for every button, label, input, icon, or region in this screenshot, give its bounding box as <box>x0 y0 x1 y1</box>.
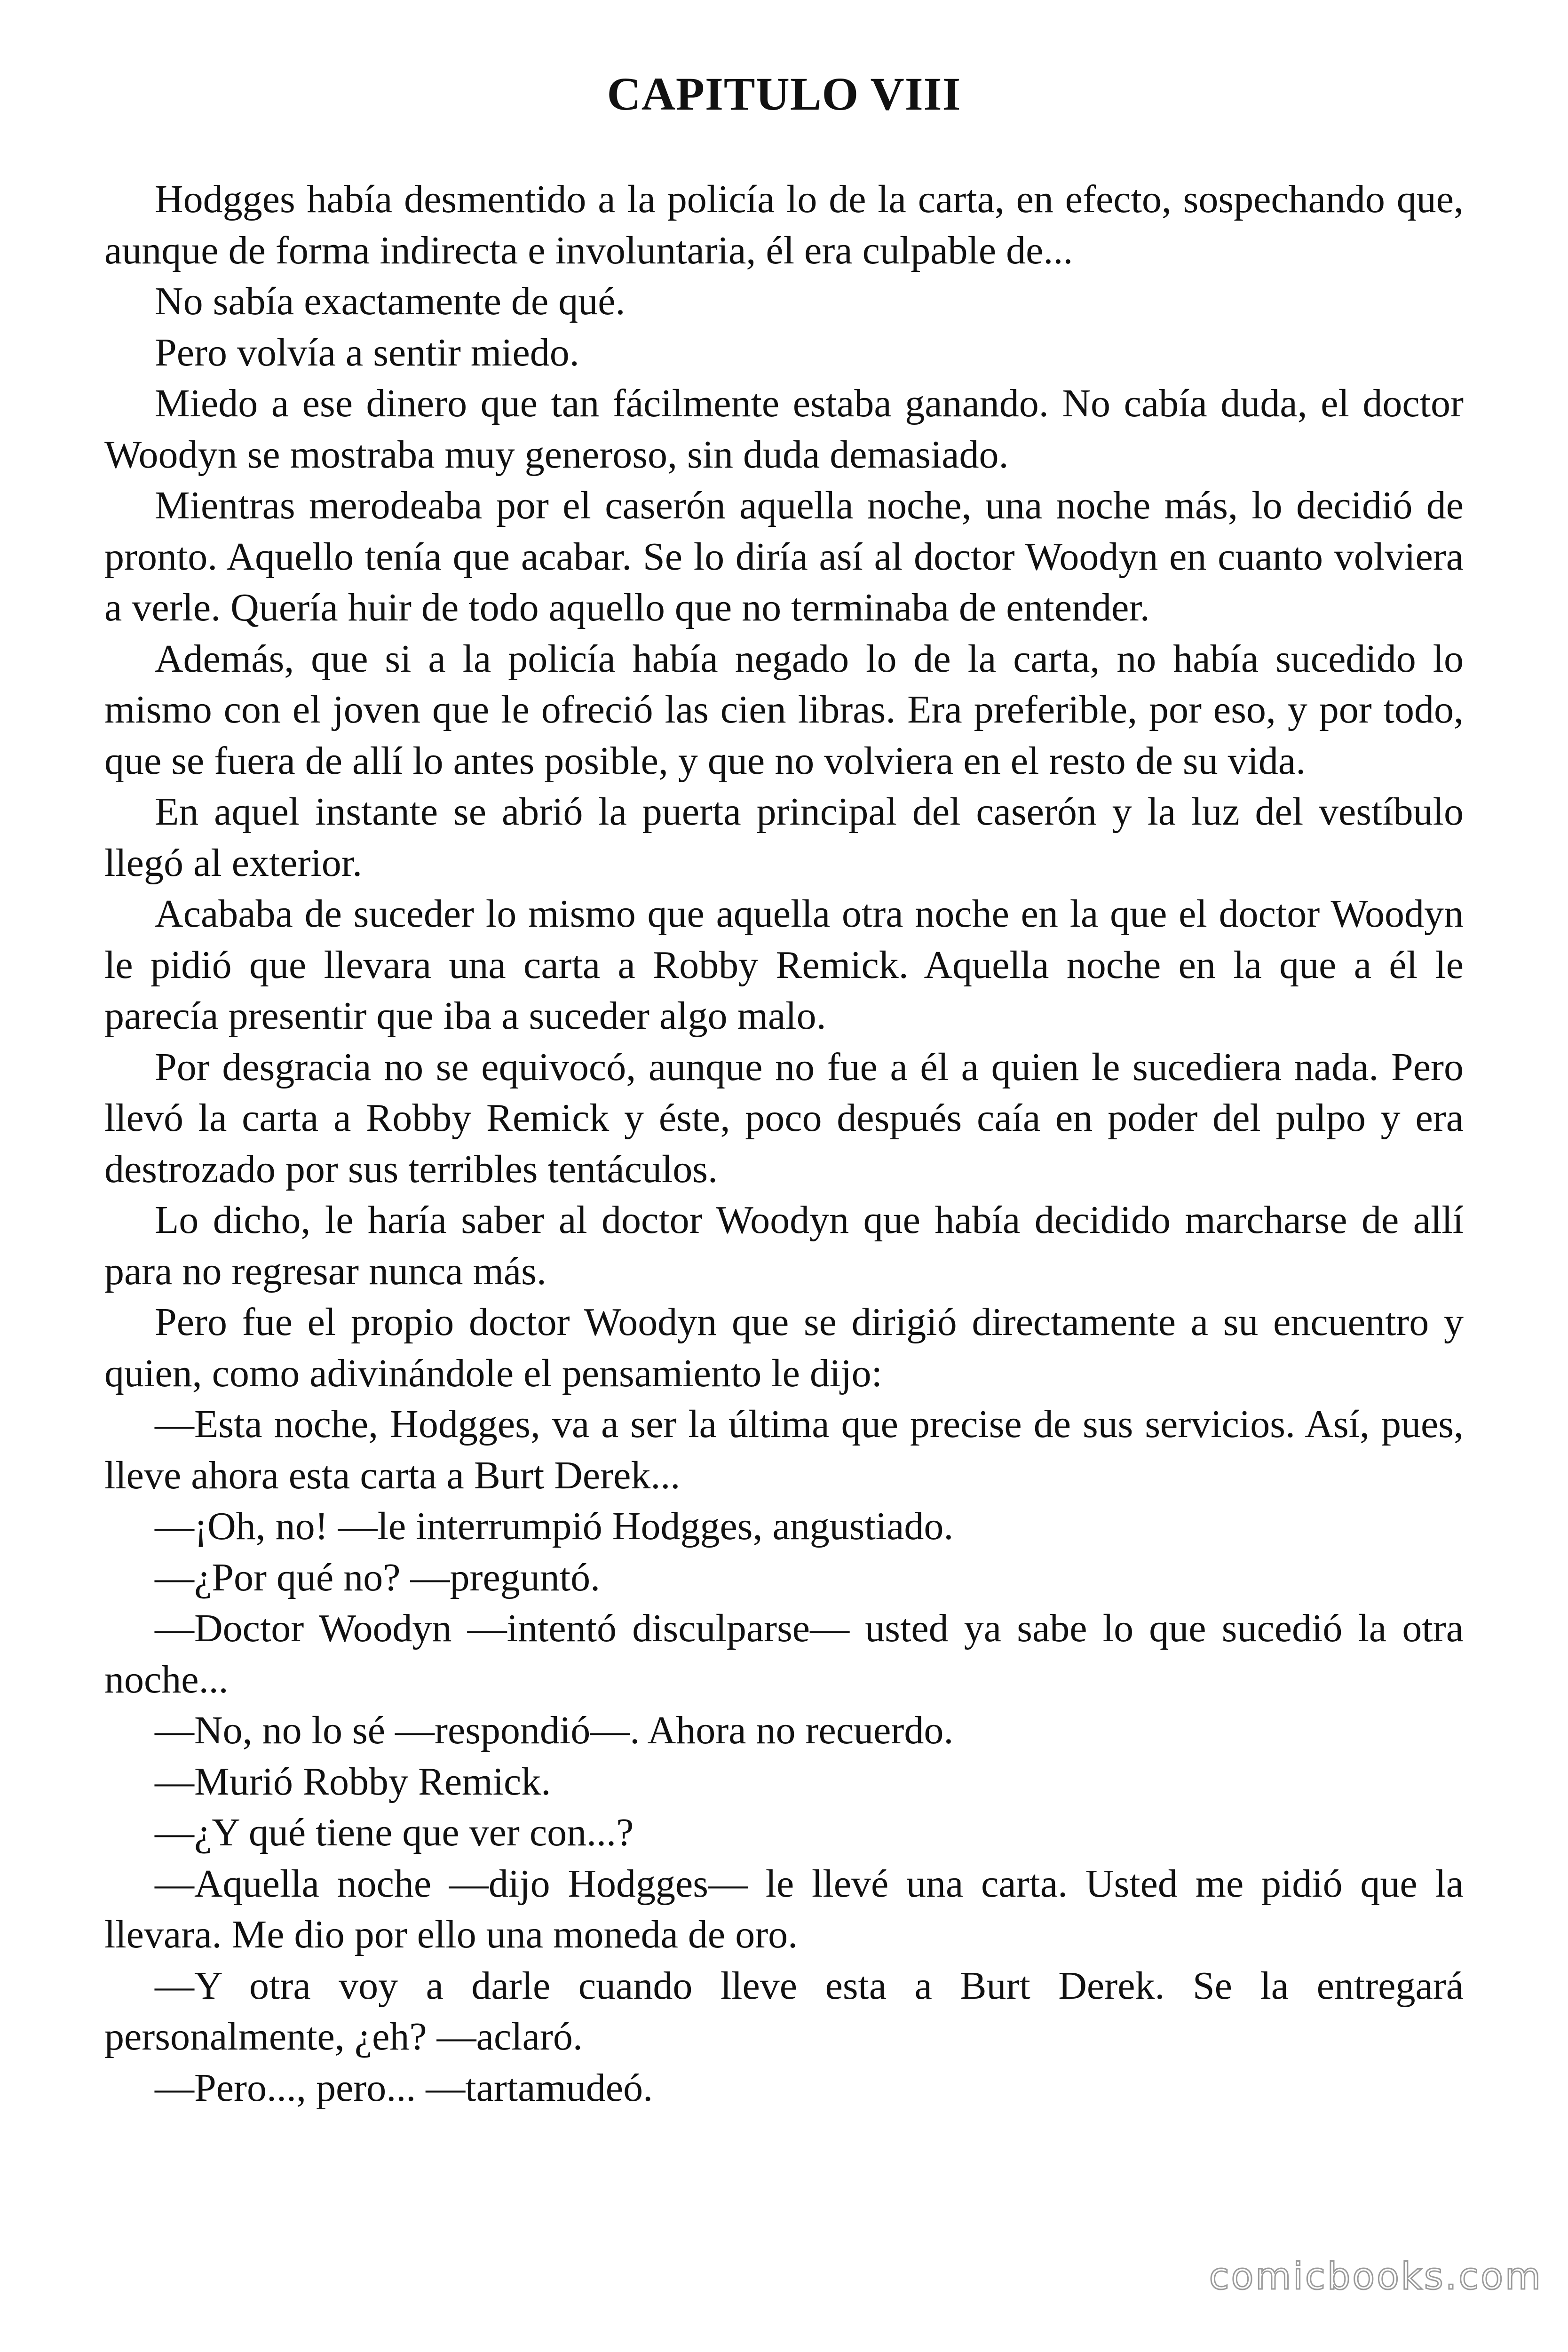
paragraph: —No, no lo sé —respondió—. Ahora no recuerdo. <box>155 1708 954 1752</box>
paragraph: —¿Por qué no? —preguntó. <box>155 1555 601 1599</box>
paragraph: —¿Y qué tiene que ver con...? <box>155 1811 634 1854</box>
paragraph: —Murió Robby Remick. <box>155 1759 551 1804</box>
paragraph: —Doctor Woodyn —intentó disculparse— usted ya sabe lo que sucedió la otra noche... <box>104 1606 1464 1701</box>
paragraph: —Y otra voy a darle cuando lleve esta a Burt Derek. Se la entregará personalmente, ¿eh? —aclaró. <box>104 1963 1464 2058</box>
paragraph: Miedo a ese dinero que tan fácilmente estaba ganando. No cabía duda, el doctor Woodyn se mostraba muy generoso, sin duda demasiado. <box>104 381 1464 477</box>
paragraph: —¡Oh, no! —le interrumpió Hodgges, angustiado. <box>155 1504 954 1548</box>
watermark: comicbooks.com <box>1209 2256 1543 2298</box>
chapter-body <box>104 174 1464 2114</box>
chapter-title: CAPITULO VIII <box>607 68 961 120</box>
paragraph: —Pero..., pero... —tartamudeó. <box>155 2066 653 2110</box>
paragraph: No sabía exactamente de qué. <box>155 279 626 323</box>
paragraph: Mientras merodeaba por el caserón aquella noche, una noche más, lo decidió de pronto. Aquello tenía que acabar. Se lo diría así al doctor Woodyn en cuanto volviera a verle. Quería huir de todo aquello que no terminaba de entender. <box>104 484 1464 629</box>
paragraph: Pero fue el propio doctor Woodyn que se dirigió directamente a su encuentro y quien, como adivinándole el pensamiento le dijo: <box>104 1300 1464 1395</box>
paragraph: —Esta noche, Hodgges, va a ser la última que precise de sus servicios. Así, pues, lleve ahora esta carta a Burt Derek... <box>104 1402 1464 1497</box>
paragraph: Hodgges había desmentido a la policía lo de la carta, en efecto, sospechando que, aunque de forma indirecta e involuntaria, él era culpable de... <box>104 177 1464 272</box>
paragraph: En aquel instante se abrió la puerta principal del caserón y la luz del vestíbulo llegó al exterior. <box>104 790 1464 885</box>
paragraph: Lo dicho, le haría saber al doctor Woodyn que había decidido marcharse de allí para no regresar nunca más. <box>104 1198 1464 1293</box>
paragraph: —Aquella noche —dijo Hodgges— le llevé una carta. Usted me pidió que la llevara. Me dio por ello una moneda de oro. <box>104 1861 1464 1956</box>
paragraph: Por desgracia no se equivocó, aunque no fue a él a quien le sucediera nada. Pero llevó la carta a Robby Remick y éste, poco después caía en poder del pulpo y era destrozado por sus terribles tentáculos. <box>104 1045 1464 1191</box>
paragraph: Además, que si a la policía había negado lo de la carta, no había sucedido lo mismo con el joven que le ofreció las cien libras. Era preferible, por eso, y por todo, que se fuera de allí lo antes posible, y que no volviera en el resto de su vida. <box>104 636 1464 783</box>
paragraph: Pero volvía a sentir miedo. <box>155 330 579 374</box>
paragraph: Acababa de suceder lo mismo que aquella otra noche en la que el doctor Woodyn le pidió que llevara una carta a Robby Remick. Aquella noche en la que a él le parecía presentir que iba a suceder algo malo. <box>104 892 1464 1038</box>
